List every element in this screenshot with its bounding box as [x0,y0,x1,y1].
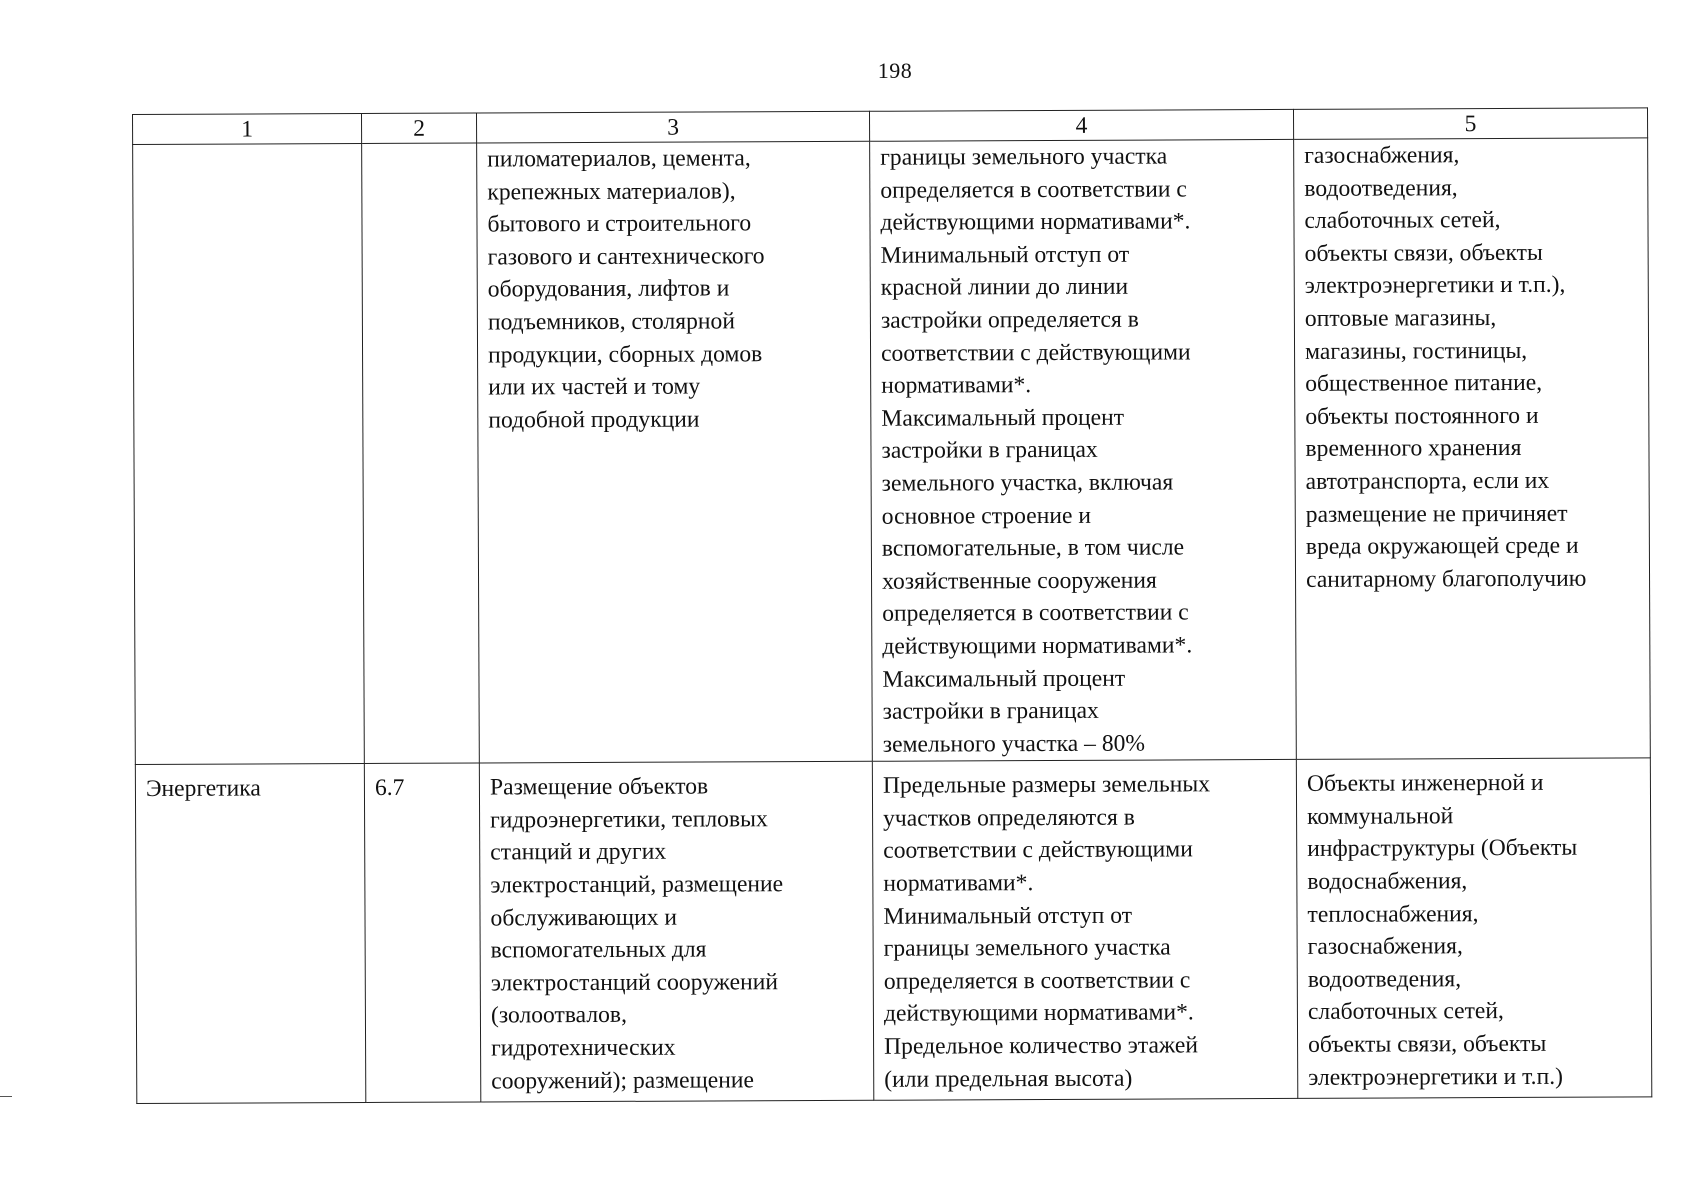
column-number-3: 3 [476,111,869,143]
cell-use-code [362,143,480,764]
column-number-4: 4 [869,109,1293,141]
cell-use-name [135,764,365,1104]
scan-margin-mark [0,1096,12,1097]
regulations-table [132,107,1652,1104]
cell-text: пиломатериалов, цемента, крепежных материалов), бытового и строительного газового и сантехнического оборудования, лифтов и подъемников, столярной продукции, сборных домов или их частей и тому подобной продукции [487,145,765,434]
cell-parameters [870,139,1297,761]
table-row [135,758,1651,1104]
cell-permitted-objects [1294,138,1651,760]
column-number-2: 2 [362,113,477,144]
cell-text: Предельные размеры земельных участков определяются в соответствии с действующими нормативами*. Минимальный отступ от границы земельного участка определяется в соответствии с действующими нормативами*. Предельное количество этажей (или предельная высота) [882,771,1211,1093]
cell-use-description [477,141,873,763]
document-sheet [132,107,1652,1104]
cell-text: Размещение объектов гидроэнергетики, тепловых станций и других электростанций, размещение обслуживающих и вспомогательных для электростанций сооружений (золоотвалов, гидротехнических сооружений); размещение [489,773,784,1095]
table-row [133,138,1651,765]
cell-permitted-objects [1296,758,1651,1099]
cell-text: Энергетика [145,775,261,803]
cell-text: границы земельного участка определяется в соответствии с действующими нормативами*. Минимальный отступ от красной линии до линии застройки определяется в соответствии с действующими нормативами*. Максимальный процент застройки в границах земельного участка, включая основное строение и вспомогательные, в том числе хозяйственные сооружения определяется в соответствии с действующими нормативами*. Максимальный процент застройки в границах земельного участка – 80% [880,143,1193,758]
cell-parameters [872,760,1297,1101]
cell-text [143,144,353,145]
cell-text: 6.7 [374,775,405,802]
cell-text: Объекты инженерной и коммунальной инфраструктуры (Объекты водоснабжения, теплоснабжения, газоснабжения, водоотведения, слаботочных сетей, объекты связи, объекты электроэнергетики и т.п.) [1306,770,1578,1091]
cell-use-description [479,762,873,1103]
page-number: 198 [877,58,913,83]
cell-text: газоснабжения, водоотведения, слаботочных сетей, объекты связи, объекты электроэнергетики и т.п.), оптовые магазины, магазины, гостиницы, общественное питание, объекты постоянного и временного хранения автотранспорта, если их размещение не причиняет вреда окружающей среде и санитарному благополучию [1304,142,1587,593]
cell-use-code [364,763,480,1102]
column-number-5: 5 [1293,108,1647,140]
column-number-1: 1 [133,113,362,144]
cell-use-name [133,143,365,764]
